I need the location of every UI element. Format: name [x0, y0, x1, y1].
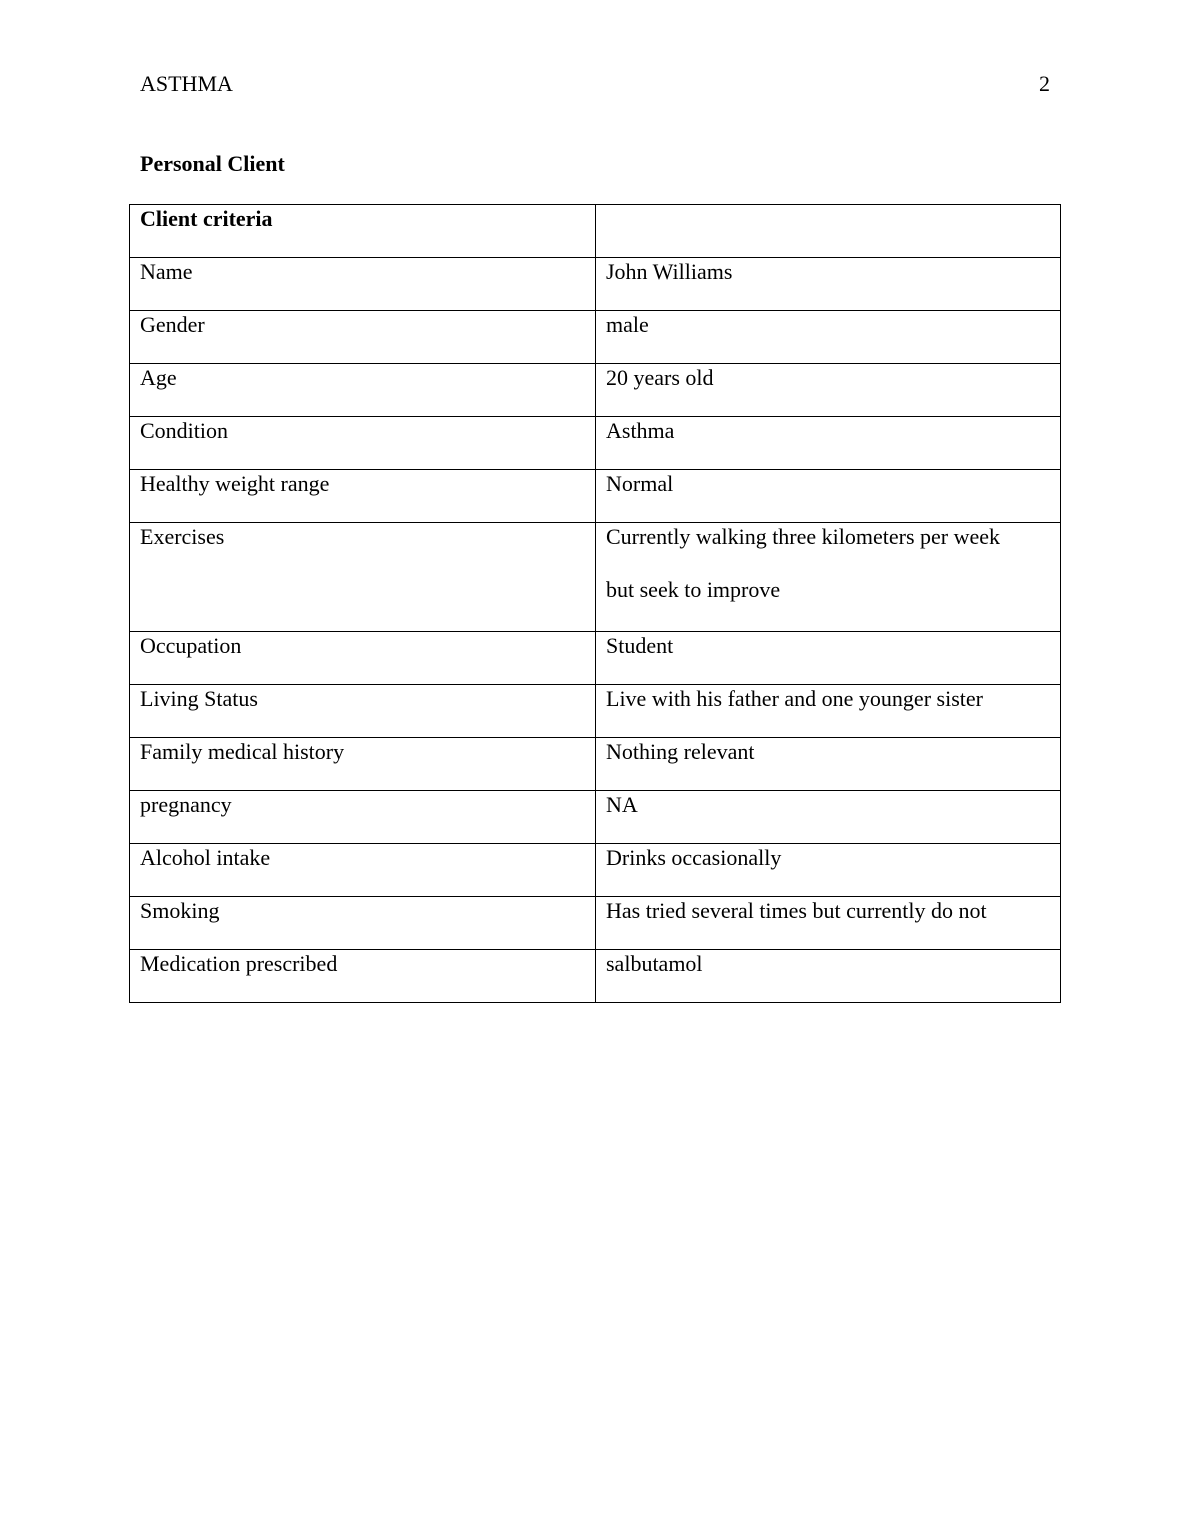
- row-value-cell: [596, 258, 1061, 311]
- row-label-cell: [130, 523, 596, 632]
- table-row: [130, 844, 1061, 897]
- row-label-cell: [130, 844, 596, 897]
- row-value: male: [606, 312, 649, 337]
- row-label-cell: [130, 950, 596, 1003]
- row-label: Name: [140, 259, 193, 284]
- row-label-cell: [130, 685, 596, 738]
- row-label-cell: [130, 738, 596, 791]
- row-value-cell: [596, 470, 1061, 523]
- row-value-line-2: but seek to improve: [606, 577, 781, 602]
- row-value-cell: [596, 844, 1061, 897]
- table-row: [130, 685, 1061, 738]
- row-label-cell: [130, 417, 596, 470]
- row-value: Drinks occasionally: [606, 845, 782, 870]
- row-value: salbutamol: [606, 951, 703, 976]
- row-label-cell: [130, 897, 596, 950]
- table-row: [130, 417, 1061, 470]
- row-value-cell: [596, 738, 1061, 791]
- table-row: [130, 523, 1061, 632]
- row-label: Exercises: [140, 524, 225, 549]
- row-label: Family medical history: [140, 739, 345, 764]
- page-number: 2: [1039, 71, 1050, 96]
- row-value: John Williams: [606, 259, 733, 284]
- row-label-cell: [130, 470, 596, 523]
- client-criteria-table: [129, 204, 1061, 1003]
- row-value: Student: [606, 633, 674, 658]
- table-header-criteria-label: Client criteria: [140, 206, 273, 231]
- row-value-line-1: Currently walking three kilometers per week: [606, 524, 1001, 549]
- row-value-cell: [596, 311, 1061, 364]
- section-title: Personal Client: [140, 151, 285, 176]
- row-label: Alcohol intake: [140, 845, 271, 870]
- row-value-cell: [596, 364, 1061, 417]
- running-head: ASTHMA: [140, 71, 233, 96]
- table-header-criteria: [130, 205, 596, 258]
- row-value: Nothing relevant: [606, 739, 755, 764]
- row-label: Living Status: [140, 686, 258, 711]
- row-label: Occupation: [140, 633, 242, 658]
- row-value: Live with his father and one younger sister: [606, 686, 983, 711]
- row-value-cell: [596, 791, 1061, 844]
- table-row: [130, 791, 1061, 844]
- row-label: Healthy weight range: [140, 471, 330, 496]
- row-label-cell: [130, 791, 596, 844]
- table-row: [130, 258, 1061, 311]
- table-row: [130, 470, 1061, 523]
- row-value-cell: [596, 950, 1061, 1003]
- row-value-cell: [596, 897, 1061, 950]
- table-header-row: [130, 205, 1061, 258]
- row-value-cell: [596, 523, 1061, 632]
- table-row: [130, 950, 1061, 1003]
- row-value-cell: [596, 417, 1061, 470]
- row-value: NA: [606, 792, 638, 817]
- row-label: Gender: [140, 312, 205, 337]
- table-row: [130, 311, 1061, 364]
- row-value: Has tried several times but currently do not: [606, 898, 987, 923]
- row-label-cell: [130, 364, 596, 417]
- row-value: Asthma: [606, 418, 675, 443]
- row-label-cell: [130, 632, 596, 685]
- row-value-cell: [596, 685, 1061, 738]
- row-label: Smoking: [140, 898, 220, 923]
- row-label: pregnancy: [140, 792, 232, 817]
- row-value: 20 years old: [606, 365, 714, 390]
- row-label-cell: [130, 311, 596, 364]
- table-row: [130, 897, 1061, 950]
- row-label: Condition: [140, 418, 229, 443]
- row-label: Age: [140, 365, 177, 390]
- table-row: [130, 738, 1061, 791]
- row-value-cell: [596, 632, 1061, 685]
- table-row: [130, 632, 1061, 685]
- row-label-cell: [130, 258, 596, 311]
- row-label: Medication prescribed: [140, 951, 338, 976]
- row-value: Normal: [606, 471, 674, 496]
- table-row: [130, 364, 1061, 417]
- table-header-value: [596, 205, 1061, 258]
